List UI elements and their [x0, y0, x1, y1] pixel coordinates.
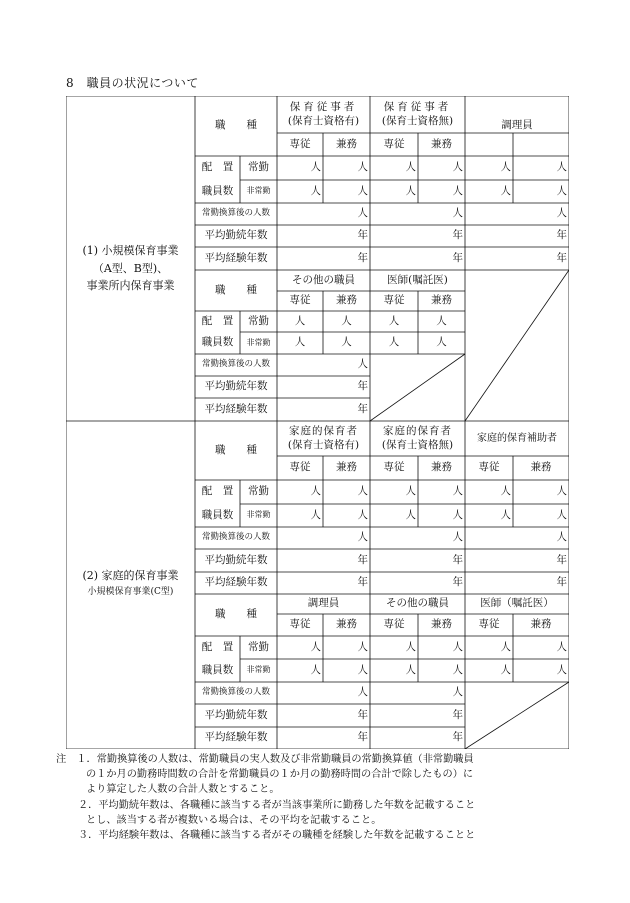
tenure-input[interactable]: 年	[357, 380, 368, 393]
tenure-input[interactable]: 年	[556, 229, 567, 242]
haichi-label: 配 置	[201, 161, 234, 174]
section1-label-line1: (1) 小規模保育事業	[82, 244, 179, 257]
count-input[interactable]: 人	[405, 485, 416, 498]
hijoukin-label: 非常勤	[246, 186, 271, 196]
experience-input[interactable]: 年	[452, 251, 463, 264]
tenure-input[interactable]: 年	[452, 553, 463, 566]
count-input[interactable]: 人	[452, 485, 463, 498]
count-input[interactable]: 人	[341, 336, 352, 349]
count-input[interactable]: 人	[357, 485, 368, 498]
fte-label: 常勤換算後の人数	[201, 208, 270, 219]
fte-input[interactable]: 人	[357, 207, 368, 220]
fte-label: 常勤換算後の人数	[201, 359, 270, 370]
haichi-label: 配 置	[201, 640, 234, 653]
count-input[interactable]: 人	[500, 640, 511, 653]
count-input[interactable]: 人	[556, 485, 567, 498]
fte-input[interactable]: 人	[556, 531, 567, 544]
part-header: 兼務	[431, 137, 452, 150]
count-input[interactable]: 人	[388, 336, 400, 349]
count-input[interactable]: 人	[405, 508, 416, 521]
s1-job5-header: 医師(嘱託医)	[387, 273, 448, 286]
fte-input[interactable]: 人	[452, 686, 463, 699]
experience-input[interactable]: 年	[452, 576, 463, 589]
s1-job2-line1: 保育従事者	[383, 100, 452, 113]
hijoukin-label: 非常勤	[246, 665, 271, 675]
part-header: 兼務	[336, 618, 357, 631]
job-type-header: 職 種	[215, 283, 257, 296]
tenure-input[interactable]: 年	[357, 708, 368, 721]
note-1-line-b: の１か月の勤務時間数の合計を常勤職員の１か月の勤務時間の合計で除したもの）に	[86, 769, 474, 781]
count-input[interactable]: 人	[500, 184, 511, 197]
avg-tenure-label: 平均勤続年数	[204, 229, 268, 242]
tenure-input[interactable]: 年	[452, 229, 463, 242]
note-3-line-a: ３．平均経験年数は、各職種に該当する者がその職種を経験した年数を記載することと	[78, 830, 476, 842]
fte-input[interactable]: 人	[556, 207, 567, 220]
full-header: 専従	[289, 137, 311, 150]
avg-experience-label: 平均経験年数	[204, 731, 268, 744]
count-input[interactable]: 人	[357, 640, 368, 653]
count-input[interactable]: 人	[294, 336, 306, 349]
full-header: 専従	[289, 294, 311, 307]
avg-experience-label: 平均経験年数	[204, 402, 268, 415]
full-header: 専従	[478, 461, 500, 474]
count-input[interactable]: 人	[357, 161, 368, 174]
haichi-label: 配 置	[201, 314, 234, 327]
count-input[interactable]: 人	[436, 314, 447, 327]
section2-label	[66, 567, 195, 599]
count-input[interactable]: 人	[436, 336, 447, 349]
fte-input[interactable]: 人	[452, 207, 463, 220]
count-input[interactable]: 人	[388, 314, 400, 327]
staff-count-label: 職員数	[201, 336, 234, 349]
haichi-label: 配 置	[201, 485, 234, 498]
full-header: 専従	[383, 461, 405, 474]
part-header: 兼務	[530, 618, 552, 631]
count-input[interactable]: 人	[556, 663, 567, 676]
s2-job1-line2: (保育士資格有)	[287, 438, 360, 451]
full-header: 専従	[289, 618, 311, 631]
count-input[interactable]: 人	[500, 485, 511, 498]
note-2-line-b: とし、該当する者が複数いる場合は、その平均を記載すること。	[86, 814, 382, 826]
count-input[interactable]: 人	[452, 161, 463, 174]
joukin-label: 常勤	[248, 314, 269, 327]
count-input[interactable]: 人	[500, 663, 511, 676]
note-1	[56, 752, 576, 767]
s2-job2-line2: (保育士資格無)	[381, 438, 454, 451]
tenure-input[interactable]: 年	[452, 708, 463, 721]
s1-job1-line2: (保育士資格有)	[287, 114, 360, 127]
fte-input[interactable]: 人	[357, 531, 368, 544]
fte-input[interactable]: 人	[357, 686, 368, 699]
count-input[interactable]: 人	[556, 184, 567, 197]
count-input[interactable]: 人	[310, 161, 321, 174]
count-input[interactable]: 人	[357, 508, 368, 521]
count-input[interactable]: 人	[405, 663, 416, 676]
s2-job1-line1: 家庭的保育者	[289, 424, 358, 437]
s2-job6-header: 医師（嘱託医）	[480, 597, 554, 610]
tenure-input[interactable]: 年	[357, 229, 368, 242]
s2-job3-header: 家庭的保育補助者	[477, 433, 557, 444]
fte-input[interactable]: 人	[452, 531, 463, 544]
section-title: 8 職員の状況について	[66, 76, 199, 90]
note-1-line-c: より算定した人数の合計人数とすること。	[86, 784, 280, 796]
s1-job1-line1: 保育従事者	[289, 100, 358, 113]
experience-input[interactable]: 年	[556, 251, 567, 264]
count-input[interactable]: 人	[357, 663, 368, 676]
s1-job1-header	[277, 96, 370, 133]
full-header: 専従	[383, 137, 405, 150]
notes	[56, 752, 576, 843]
avg-tenure-label: 平均勤続年数	[204, 380, 268, 393]
part-header: 兼務	[336, 137, 357, 150]
s2-job4-header: 調理員	[307, 597, 340, 610]
section1-label	[66, 242, 195, 295]
count-input[interactable]: 人	[500, 161, 511, 174]
count-input[interactable]: 人	[294, 314, 306, 327]
count-input[interactable]: 人	[405, 640, 416, 653]
count-input[interactable]: 人	[310, 663, 321, 676]
full-header: 専従	[478, 618, 500, 631]
count-input[interactable]: 人	[452, 663, 463, 676]
count-input[interactable]: 人	[500, 508, 511, 521]
joukin-label: 常勤	[248, 640, 269, 653]
s1-job4-header: その他の職員	[292, 273, 355, 286]
count-input[interactable]: 人	[310, 508, 321, 521]
part-header: 兼務	[336, 294, 357, 307]
count-input[interactable]: 人	[452, 508, 463, 521]
s1-job3-header: 調理員	[501, 119, 533, 132]
experience-input[interactable]: 年	[357, 251, 368, 264]
job-type-header: 職 種	[215, 608, 257, 621]
experience-input[interactable]: 年	[556, 576, 567, 589]
count-input[interactable]: 人	[556, 640, 567, 653]
count-input[interactable]: 人	[452, 640, 463, 653]
s2-job2-line1: 家庭的保育者	[383, 424, 452, 437]
section2-label-line1: (2) 家庭的保育事業	[82, 569, 179, 582]
experience-input[interactable]: 年	[357, 576, 368, 589]
fte-input[interactable]: 人	[357, 358, 368, 371]
tenure-input[interactable]: 年	[357, 553, 368, 566]
s2-job1-header	[277, 421, 370, 456]
count-input[interactable]: 人	[310, 184, 321, 197]
staff-count-label: 職員数	[201, 184, 234, 197]
part-header: 兼務	[530, 461, 552, 474]
count-input[interactable]: 人	[556, 161, 567, 174]
fte-label: 常勤換算後の人数	[201, 687, 270, 698]
count-input[interactable]: 人	[452, 184, 463, 197]
tenure-input[interactable]: 年	[556, 553, 567, 566]
job-type-header: 職 種	[215, 119, 257, 132]
staff-count-label: 職員数	[201, 508, 234, 521]
section2-label-line2: 小規模保育事業(C型)	[87, 586, 174, 597]
avg-tenure-label: 平均勤続年数	[204, 553, 268, 566]
hijoukin-label: 非常勤	[246, 337, 271, 347]
full-header: 専従	[289, 461, 311, 474]
part-header: 兼務	[431, 461, 452, 474]
count-input[interactable]: 人	[556, 508, 567, 521]
joukin-label: 常勤	[248, 161, 269, 174]
hijoukin-label: 非常勤	[246, 510, 271, 520]
part-header: 兼務	[431, 294, 452, 307]
s1-job2-header	[370, 96, 465, 133]
section1-label-line2: （A型、B型)、	[92, 261, 169, 275]
staff-count-label: 職員数	[201, 663, 234, 676]
full-header: 専従	[383, 294, 405, 307]
note-1-line-a: １．常勤換算後の人数は、常勤職員の実人数及び非常勤職員の常勤換算値（非常勤職員	[76, 754, 474, 765]
count-input[interactable]: 人	[357, 184, 368, 197]
count-input[interactable]: 人	[310, 640, 321, 653]
fte-label: 常勤換算後の人数	[201, 532, 270, 543]
job-type-header: 職 種	[215, 443, 257, 456]
s2-job2-header	[370, 421, 465, 456]
experience-input[interactable]: 年	[357, 402, 368, 415]
count-input[interactable]: 人	[405, 161, 416, 174]
full-header: 専従	[383, 618, 405, 631]
part-header: 兼務	[431, 618, 452, 631]
note-2-line-a: ２．平均勤続年数は、各職種に該当する者が当該事業所に勤務した年数を記載すること	[78, 799, 476, 811]
experience-input[interactable]: 年	[452, 731, 463, 744]
count-input[interactable]: 人	[405, 184, 416, 197]
part-header: 兼務	[336, 461, 357, 474]
avg-tenure-label: 平均勤続年数	[204, 708, 268, 721]
count-input[interactable]: 人	[341, 314, 352, 327]
notes-label: 注	[56, 754, 67, 765]
avg-experience-label: 平均経験年数	[204, 576, 268, 589]
experience-input[interactable]: 年	[357, 731, 368, 744]
section1-label-line3: 事業所内保育事業	[86, 279, 175, 293]
avg-experience-label: 平均経験年数	[204, 251, 268, 264]
joukin-label: 常勤	[248, 485, 269, 498]
staff-table	[66, 96, 569, 749]
s1-job2-line2: (保育士資格無)	[381, 114, 454, 127]
s2-job5-header: その他の職員	[386, 597, 449, 610]
count-input[interactable]: 人	[310, 485, 321, 498]
